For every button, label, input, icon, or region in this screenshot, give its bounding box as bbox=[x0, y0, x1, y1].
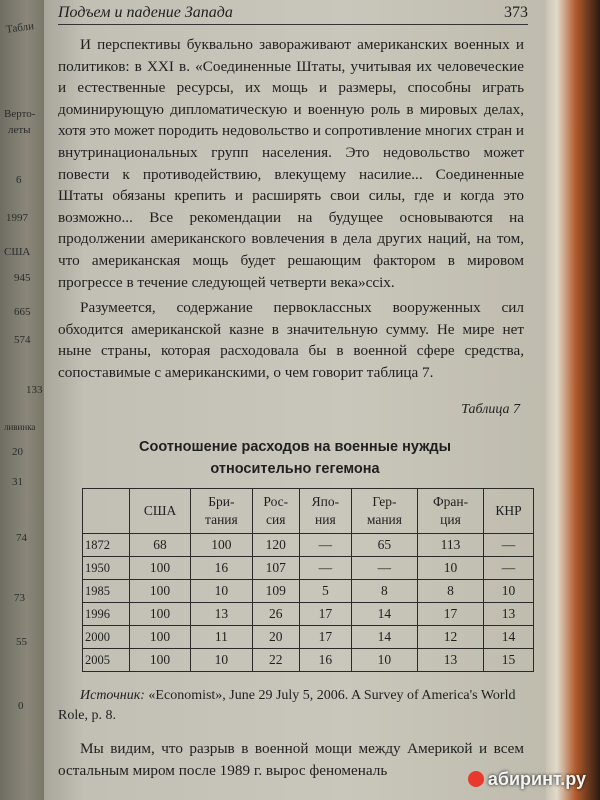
watermark-text: абиринт.ру bbox=[487, 769, 586, 789]
header-cell: Бри- тания bbox=[191, 489, 253, 534]
table-cell: 16 bbox=[191, 557, 253, 580]
table-row bbox=[83, 580, 534, 603]
header-cell: КНР bbox=[484, 489, 534, 534]
table-cell: 100 bbox=[130, 580, 191, 603]
left-fragment: 0 bbox=[18, 700, 24, 712]
table-cell: 68 bbox=[130, 534, 191, 557]
table-cell: 100 bbox=[130, 626, 191, 649]
table-cell: 20 bbox=[252, 626, 299, 649]
table-cell: 8 bbox=[351, 580, 417, 603]
table-cell: 10 bbox=[191, 649, 253, 672]
header-cell: Фран- ция bbox=[417, 489, 483, 534]
table-cell: 13 bbox=[484, 603, 534, 626]
spending-table bbox=[82, 488, 534, 672]
table-cell: — bbox=[299, 534, 351, 557]
table-cell: — bbox=[351, 557, 417, 580]
table-row bbox=[83, 557, 534, 580]
source-text: «Economist», June 29 July 5, 2006. A Survey of America's World Role, p. 8. bbox=[58, 688, 516, 723]
table-cell: — bbox=[299, 557, 351, 580]
table-cell: 17 bbox=[417, 603, 483, 626]
table-cell: 26 bbox=[252, 603, 299, 626]
table-cell: 10 bbox=[191, 580, 253, 603]
paragraph: И перспективы буквально завораживают американских военных и политиков: в XXI в. «Соединенные Штаты, учитывая их человеческие и естественные ресурсы, их мощь и размеры, способны играть доминирующую дипломатическую и военную роль в мировых делах, хотя это может породить недовольство и сопротивление многих стран и внутринациональных групп населения. Это недовольство может повести к противодействию, влекущему насилие... Соединенные Штаты обязаны крепить и расширять свои силы, где и когда это возможно... Все рекомендации на будущее основываются на продолжении американского вовлечения в дела других наций, на том, что американская мощь будет решающим фактором в мировом прогрессе в течение следующей четверти века»ccix. bbox=[58, 36, 524, 291]
year-cell: 2005 bbox=[83, 649, 130, 672]
table-cell: 22 bbox=[252, 649, 299, 672]
paragraph: Разумеется, содержание первоклассных вооруженных сил обходится американской казне в значительную сумму. Не мире нет ныне страны, которая расходовала бы в военной сфере средства, сопоставимые с американскими, о чем говорит таблица 7. bbox=[58, 299, 524, 381]
table-cell: 65 bbox=[351, 534, 417, 557]
left-fragment: 55 bbox=[16, 636, 27, 648]
left-fragment: 74 bbox=[16, 532, 27, 544]
left-fragment: 73 bbox=[14, 592, 25, 604]
book-edge bbox=[546, 0, 600, 800]
closing-paragraph: Мы видим, что разрыв в военной мощи между Америкой и всем остальным миром после 1989 г. вырос феноменаль bbox=[58, 740, 524, 779]
table-row bbox=[83, 649, 534, 672]
table-cell: 14 bbox=[484, 626, 534, 649]
table-cell: 100 bbox=[130, 557, 191, 580]
table-cell: 107 bbox=[252, 557, 299, 580]
table-cell: 12 bbox=[417, 626, 483, 649]
table-label: Таблица 7 bbox=[461, 402, 520, 417]
table-cell: 120 bbox=[252, 534, 299, 557]
year-cell: 1872 bbox=[83, 534, 130, 557]
left-fragment: 665 bbox=[14, 306, 31, 318]
table-cell: 8 bbox=[417, 580, 483, 603]
left-fragment: ливинка bbox=[4, 422, 36, 432]
left-fragment: 1997 bbox=[6, 212, 28, 224]
table-cell: 100 bbox=[191, 534, 253, 557]
table-cell: 13 bbox=[191, 603, 253, 626]
left-fragment: 6 bbox=[16, 174, 22, 186]
left-fragment: 20 bbox=[12, 446, 23, 458]
left-fragment: 133 bbox=[26, 384, 43, 396]
left-fragment: 31 bbox=[12, 476, 23, 488]
table-cell: 10 bbox=[417, 557, 483, 580]
table-cell: 17 bbox=[299, 626, 351, 649]
table-cell: 5 bbox=[299, 580, 351, 603]
table-cell: — bbox=[484, 534, 534, 557]
book-page bbox=[44, 0, 546, 800]
table-cell: 14 bbox=[351, 603, 417, 626]
table-cell: 15 bbox=[484, 649, 534, 672]
adjacent-page-strip bbox=[0, 0, 44, 800]
table-cell: 17 bbox=[299, 603, 351, 626]
left-fragment: США bbox=[4, 246, 31, 258]
header-cell: Япо- ния bbox=[299, 489, 351, 534]
table-cell: 113 bbox=[417, 534, 483, 557]
labirint-logo-icon bbox=[468, 771, 484, 787]
left-fragment: Табли bbox=[5, 20, 35, 36]
table-row bbox=[83, 626, 534, 649]
table-cell: 100 bbox=[130, 649, 191, 672]
table-cell: 16 bbox=[299, 649, 351, 672]
table-title-line: Соотношение расходов на военные нужды bbox=[139, 439, 451, 455]
table-cell: 11 bbox=[191, 626, 253, 649]
header-cell: Рос- сия bbox=[252, 489, 299, 534]
table-cell: 10 bbox=[351, 649, 417, 672]
left-fragment: 574 bbox=[14, 334, 31, 346]
left-fragment: Верто- bbox=[4, 108, 36, 120]
table-cell: 13 bbox=[417, 649, 483, 672]
site-watermark bbox=[468, 769, 586, 790]
table-cell: 10 bbox=[484, 580, 534, 603]
page-number: 373 bbox=[504, 4, 528, 21]
running-header bbox=[58, 2, 528, 25]
year-cell: 1985 bbox=[83, 580, 130, 603]
header-cell bbox=[83, 489, 130, 534]
table-cell: 14 bbox=[351, 626, 417, 649]
table-source bbox=[58, 686, 524, 726]
left-fragment: 945 bbox=[14, 272, 31, 284]
source-label: Источник: bbox=[80, 688, 145, 703]
running-title: Подъем и падение Запада bbox=[58, 4, 233, 21]
table-row bbox=[83, 603, 534, 626]
year-cell: 2000 bbox=[83, 626, 130, 649]
year-cell: 1996 bbox=[83, 603, 130, 626]
table-header-row bbox=[83, 489, 534, 534]
header-cell: США bbox=[130, 489, 191, 534]
table-cell: — bbox=[484, 557, 534, 580]
body-text bbox=[58, 34, 524, 384]
header-cell: Гер- мания bbox=[351, 489, 417, 534]
table-cell: 100 bbox=[130, 603, 191, 626]
table-row bbox=[83, 534, 534, 557]
year-cell: 1950 bbox=[83, 557, 130, 580]
table-title-line: относительно гегемона bbox=[210, 461, 380, 477]
table-cell: 109 bbox=[252, 580, 299, 603]
table-title bbox=[44, 436, 546, 480]
left-fragment: леты bbox=[8, 124, 31, 136]
